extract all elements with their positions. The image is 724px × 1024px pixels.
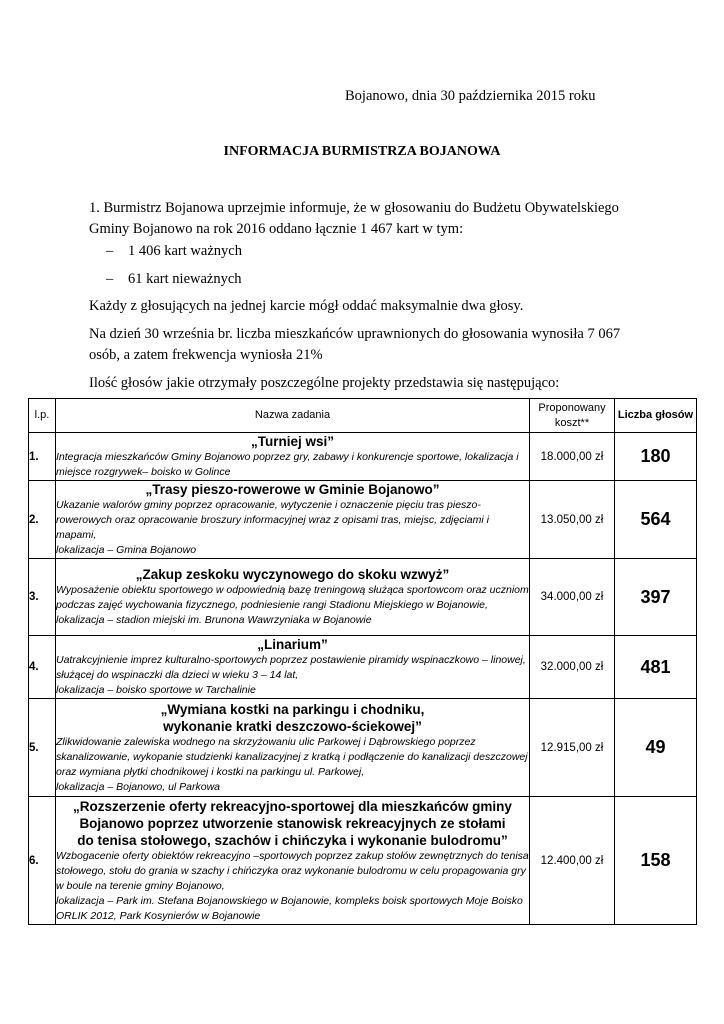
bullet-text: 1 406 kart ważnych bbox=[128, 243, 242, 259]
task-cell bbox=[56, 559, 530, 636]
table-row bbox=[29, 559, 697, 636]
task-votes: 564 bbox=[615, 481, 697, 559]
task-cell bbox=[56, 797, 530, 925]
table-row bbox=[29, 797, 697, 925]
task-votes: 49 bbox=[615, 699, 697, 797]
bullet-valid-cards bbox=[106, 243, 242, 260]
task-cell bbox=[56, 481, 530, 559]
task-description: Integracja mieszkańców Gminy Bojanowo poprzez gry, zabawy i konkurencje sportowe, lokalizacja i miejsce rozgrywek– boisko w Golince bbox=[56, 451, 519, 478]
task-description: Uatrakcyjnienie imprez kulturalno-sportowych poprzez postawienie piramidy wspinaczkowo – linowej, służącej do wspinaczki dla dzieci w wieku 3 – 14 lat, lokalizacja – boisko sportowe w Tarchalinie bbox=[56, 654, 526, 696]
task-description: Zlikwidowanie zalewiska wodnego na skrzyżowaniu ulic Parkowej i Dąbrowskiego poprzez skanalizowanie, wykopanie studzienki kanalizacyjnej z kratką i podłączenie do kanalizacji deszczowej oraz wymiana płytki chodnikowej i kostki na parkingu ul. Parkowej, lokalizacja – Bojanowo, ul Parkowa bbox=[56, 735, 528, 793]
task-description: Wyposażenie obiektu sportowego w odpowiednią bazę treningową służąca sportowcom oraz uczniom podczas zajęć wychowania fizycznego, podniesienie rangi Stadionu Miejskiego w Bojanowie, lokalizacja – stadion miejski im. Brunona Wawrzyniaka w Bojanowie bbox=[56, 584, 529, 626]
task-cost: 13.050,00 zł bbox=[530, 481, 615, 559]
task-title: „Turniej wsi” bbox=[250, 434, 334, 449]
task-cost: 18.000,00 zł bbox=[530, 433, 615, 481]
bullet-text: 61 kart nieważnych bbox=[128, 271, 242, 287]
task-cell bbox=[56, 636, 530, 699]
results-table bbox=[28, 398, 697, 925]
results-intro-paragraph: Ilość głosów jakie otrzymały poszczególne projekty przedstawia się następująco: bbox=[89, 375, 560, 391]
turnout-paragraph: Na dzień 30 września br. liczba mieszkańców uprawnionych do głosowania wynosiła 7 067 osób, a zatem frekwencja wyniosła 21% bbox=[89, 326, 621, 363]
task-cost: 12.915,00 zł bbox=[530, 699, 615, 797]
task-cell bbox=[56, 699, 530, 797]
row-number: 5. bbox=[29, 699, 56, 797]
task-title: „Zakup zeskoku wyczynowego do skoku wzwyż” bbox=[135, 567, 450, 582]
task-description: Wzbogacenie oferty obiektów rekreacyjno –sportowych poprzez zakup stołów zewnętrznych do tenisa stołowego, stołu do grania w szachy i chińczyka oraz wykonanie bulodromu w celu propagowania gry w boule na terenie gminy Bojanowo, lokalizacja – Park im. Stefana Bojanowskiego w Bojanowie, kompleks boisk sportowych Moje Boisko ORLIK 2012, Park Kosynierów w Bojanowie bbox=[56, 849, 529, 922]
task-cost: 34.000,00 zł bbox=[530, 559, 615, 636]
row-number: 3. bbox=[29, 559, 56, 636]
header-task-name: Nazwa zadania bbox=[56, 399, 530, 433]
task-cost: 32.000,00 zł bbox=[530, 636, 615, 699]
votes-per-card-paragraph: Każdy z głosujących na jednej karcie mógł oddać maksymalnie dwa głosy. bbox=[89, 298, 524, 314]
table-row bbox=[29, 699, 697, 797]
table-row bbox=[29, 481, 697, 559]
task-cost: 12.400,00 zł bbox=[530, 797, 615, 925]
header-lp: l.p. bbox=[29, 399, 56, 433]
task-votes: 481 bbox=[615, 636, 697, 699]
task-cell bbox=[56, 433, 530, 481]
task-title: „Rozszerzenie oferty rekreacyjno-sportowej dla mieszkańców gminy Bojanowo poprzez utworzenie stanowisk rekreacyjnych ze stołami do tenisa stołowego, szachów i chińczyka i wykonanie bulodromu” bbox=[73, 798, 512, 848]
row-number: 4. bbox=[29, 636, 56, 699]
task-votes: 158 bbox=[615, 797, 697, 925]
task-votes: 180 bbox=[615, 433, 697, 481]
table-header-row bbox=[29, 399, 697, 433]
task-title: „Wymiana kostki na parkingu i chodniku, wykonanie kratki deszczowo-ściekowej” bbox=[160, 701, 425, 734]
intro-paragraph: 1. Burmistrz Bojanowa uprzejmie informuje, że w głosowaniu do Budżetu Obywatelskiego Gminy Bojanowo na rok 2016 oddano łącznie 1 467 kart w tym: bbox=[89, 200, 619, 237]
bullet-marker: – bbox=[106, 271, 114, 287]
task-description: Ukazanie walorów gminy poprzez opracowanie, wytyczenie i oznaczenie pięciu tras pieszo-rowerowych oraz opracowanie broszury informacyjnej wraz z opisami tras, miejsc, zdjęciami i mapami, lokalizacja – Gmina Bojanowo bbox=[56, 499, 489, 556]
document-title: INFORMACJA BURMISTRZA BOJANOWA bbox=[223, 144, 501, 159]
row-number: 1. bbox=[29, 433, 56, 481]
header-votes: Liczba głosów bbox=[615, 399, 697, 433]
table-row bbox=[29, 433, 697, 481]
task-title: „Linarium” bbox=[257, 637, 328, 652]
date-line: Bojanowo, dnia 30 października 2015 roku bbox=[345, 88, 596, 104]
header-cost: Proponowany koszt** bbox=[530, 399, 615, 433]
table-row bbox=[29, 636, 697, 699]
task-title: „Trasy pieszo-rowerowe w Gminie Bojanowo” bbox=[145, 482, 440, 497]
bullet-marker: – bbox=[106, 243, 114, 259]
bullet-invalid-cards bbox=[106, 271, 242, 288]
task-votes: 397 bbox=[615, 559, 697, 636]
row-number: 2. bbox=[29, 481, 56, 559]
row-number: 6. bbox=[29, 797, 56, 925]
